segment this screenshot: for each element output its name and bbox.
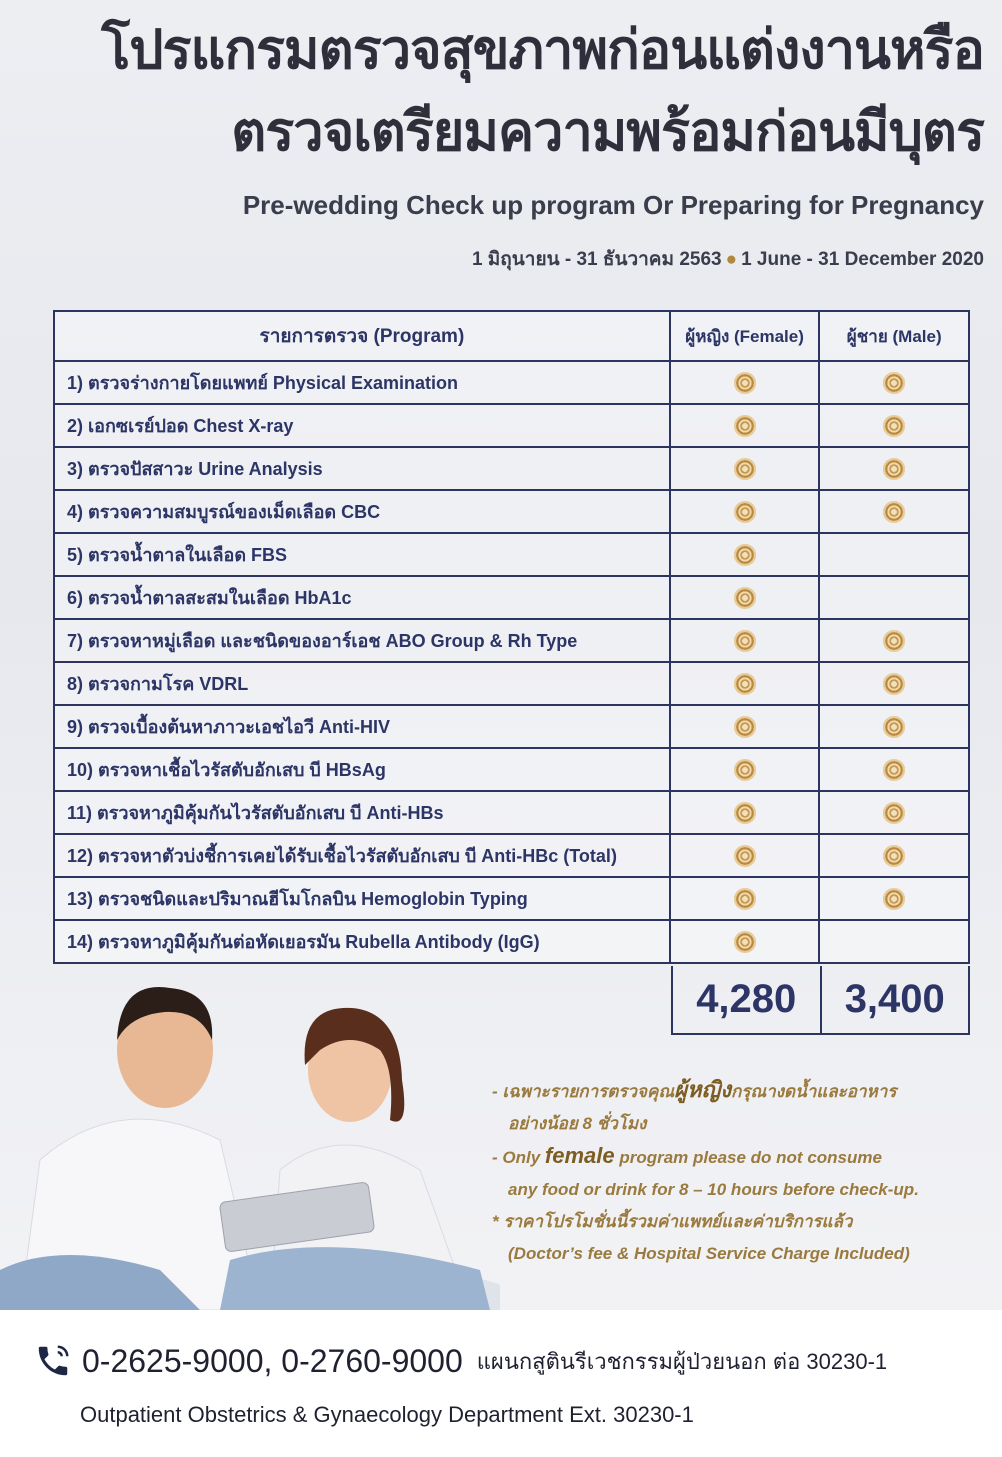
cell-male — [819, 361, 969, 404]
table-row — [54, 834, 969, 877]
program-item-label: 8) ตรวจกามโรค VDRL — [54, 662, 670, 705]
table-row — [54, 705, 969, 748]
cell-female — [670, 834, 820, 877]
table-row — [54, 361, 969, 404]
cell-female — [670, 447, 820, 490]
flower-icon — [883, 415, 905, 437]
price-female: 4,280 — [671, 966, 822, 1035]
department-thai: แผนกสูตินรีเวชกรรมผู้ป่วยนอก ต่อ 30230-1 — [476, 1348, 888, 1374]
flower-icon — [883, 802, 905, 824]
cell-female — [670, 791, 820, 834]
phone-line — [34, 1342, 887, 1380]
note-thai-fasting-2: อย่างน้อย 8 ชั่วโมง — [508, 1114, 647, 1133]
subtitle: Pre-wedding Check up program Or Preparing for Pregnancy — [242, 190, 984, 220]
program-item-label: 3) ตรวจปัสสาวะ Urine Analysis — [54, 447, 670, 490]
flower-icon — [734, 458, 756, 480]
program-item-label: 11) ตรวจหาภูมิคุ้มกันไวรัสตับอักเสบ บี Anti-HBs — [54, 791, 670, 834]
flower-icon — [883, 845, 905, 867]
flower-icon — [734, 759, 756, 781]
table-row — [54, 490, 969, 533]
flower-icon — [734, 931, 756, 953]
cell-female — [670, 877, 820, 920]
flower-icon — [734, 673, 756, 695]
cell-male — [819, 877, 969, 920]
cell-female — [670, 662, 820, 705]
contact-footer — [0, 1310, 1002, 1457]
table-header-row — [54, 311, 969, 361]
table-row — [54, 619, 969, 662]
program-item-label: 6) ตรวจน้ำตาลสะสมในเลือด HbA1c — [54, 576, 670, 619]
program-item-label: 4) ตรวจความสมบูรณ์ของเม็ดเลือด CBC — [54, 490, 670, 533]
note-english-fasting: - Only female program please do not consume — [492, 1143, 882, 1168]
program-item-label: 12) ตรวจหาตัวบ่งชี้การเคยได้รับเชื้อไวรัสตับอักเสบ บี Anti-HBc (Total) — [54, 834, 670, 877]
note-english-fasting-2: any food or drink for 8 – 10 hours before check-up. — [508, 1180, 919, 1199]
program-item-label: 10) ตรวจหาเชื้อไวรัสตับอักเสบ บี HBsAg — [54, 748, 670, 791]
cell-male — [819, 447, 969, 490]
cell-male — [819, 619, 969, 662]
cell-male — [819, 705, 969, 748]
program-table — [53, 310, 970, 964]
flower-icon — [734, 630, 756, 652]
flower-icon — [734, 372, 756, 394]
flower-icon — [734, 888, 756, 910]
program-item-label: 14) ตรวจหาภูมิคุ้มกันต่อหัดเยอรมัน Rubella Antibody (IgG) — [54, 920, 670, 963]
cell-male — [819, 791, 969, 834]
program-item-label: 1) ตรวจร่างกายโดยแพทย์ Physical Examination — [54, 361, 670, 404]
cell-female — [670, 748, 820, 791]
cell-male — [819, 920, 969, 963]
flower-icon — [883, 501, 905, 523]
table-row — [54, 791, 969, 834]
cell-female — [670, 404, 820, 447]
flower-icon — [883, 458, 905, 480]
cell-male — [819, 834, 969, 877]
flower-icon — [734, 587, 756, 609]
flower-icon — [734, 501, 756, 523]
cell-female — [670, 533, 820, 576]
dates-thai: 1 มิถุนายน - 31 ธันวาคม 2563 — [471, 249, 722, 270]
table-row — [54, 447, 969, 490]
cell-male — [819, 533, 969, 576]
cell-female — [670, 490, 820, 533]
cell-female — [670, 705, 820, 748]
cell-male — [819, 490, 969, 533]
cell-female — [670, 920, 820, 963]
table-row — [54, 404, 969, 447]
flower-icon — [883, 716, 905, 738]
price-row — [671, 966, 970, 1035]
cell-male — [819, 576, 969, 619]
bullet-dot-icon: ● — [725, 249, 738, 270]
flower-icon — [734, 716, 756, 738]
flower-icon — [883, 888, 905, 910]
program-item-label: 9) ตรวจเบื้องต้นหาภาวะเอชไอวี Anti-HIV — [54, 705, 670, 748]
col-male-header: ผู้ชาย (Male) — [819, 311, 969, 361]
flower-icon — [734, 415, 756, 437]
cell-male — [819, 662, 969, 705]
cell-female — [670, 576, 820, 619]
couple-photo — [0, 970, 500, 1310]
dates-english: 1 June - 31 December 2020 — [741, 249, 984, 270]
notes-block — [492, 1074, 982, 1270]
flower-icon — [734, 544, 756, 566]
title-line-2: ตรวจเตรียมความพร้อมก่อนมีบุตร — [231, 102, 984, 162]
title-line-1: โปรแกรมตรวจสุขภาพก่อนแต่งงานหรือ — [101, 20, 984, 80]
price-male: 3,400 — [822, 966, 971, 1035]
table-row — [54, 920, 969, 963]
cell-male — [819, 748, 969, 791]
flower-icon — [734, 845, 756, 867]
table-row — [54, 662, 969, 705]
flower-icon — [883, 759, 905, 781]
table-row — [54, 533, 969, 576]
flower-icon — [734, 802, 756, 824]
table-row — [54, 576, 969, 619]
note-thai-fee: * ราคาโปรโมชั่นนี้รวมค่าแพทย์และค่าบริการแล้ว — [492, 1212, 853, 1231]
flower-icon — [883, 630, 905, 652]
promo-dates — [472, 244, 984, 274]
flower-icon — [883, 372, 905, 394]
note-english-fee: (Doctor’s fee & Hospital Service Charge Included) — [508, 1244, 910, 1263]
phone-icon — [34, 1342, 72, 1380]
table-row — [54, 877, 969, 920]
program-item-label: 2) เอกซเรย์ปอด Chest X-ray — [54, 404, 670, 447]
table-row — [54, 748, 969, 791]
program-item-label: 7) ตรวจหาหมู่เลือด และชนิดของอาร์เอช ABO Group & Rh Type — [54, 619, 670, 662]
program-item-label: 13) ตรวจชนิดและปริมาณฮีโมโกลบิน Hemoglobin Typing — [54, 877, 670, 920]
cell-male — [819, 404, 969, 447]
col-female-header: ผู้หญิง (Female) — [670, 311, 820, 361]
flower-icon — [883, 673, 905, 695]
phone-number[interactable]: 0-2625-9000, 0-2760-9000 — [82, 1342, 463, 1379]
note-thai-fasting: - เฉพาะรายการตรวจคุณผู้หญิงกรุณางดน้ำและอาหาร — [492, 1077, 897, 1102]
department-english: Outpatient Obstetrics & Gynaecology Department Ext. 30230-1 — [80, 1402, 694, 1427]
col-program-header: รายการตรวจ (Program) — [54, 311, 670, 361]
couple-illustration — [0, 970, 500, 1310]
program-item-label: 5) ตรวจน้ำตาลในเลือด FBS — [54, 533, 670, 576]
cell-female — [670, 361, 820, 404]
cell-female — [670, 619, 820, 662]
